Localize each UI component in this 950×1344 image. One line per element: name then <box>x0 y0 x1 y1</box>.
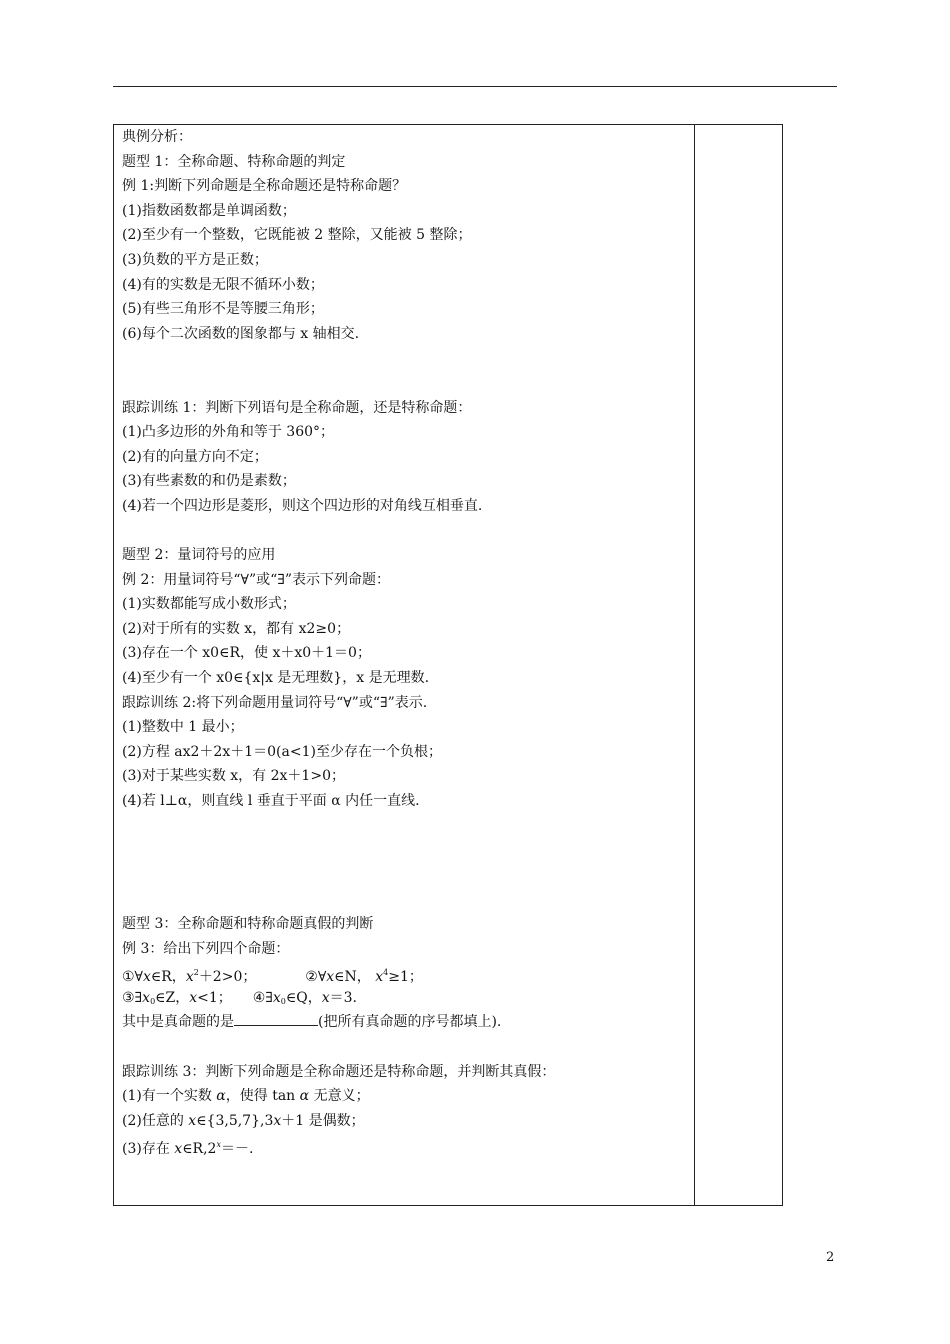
training2-item: (4)若 l⊥α，则直线 l 垂直于平面 α 内任一直线. <box>122 793 420 810</box>
prop3-label: ③∃ <box>122 989 143 1006</box>
example3-question: 其中是真命题的是 (把所有真命题的序号都填上). <box>122 1010 688 1035</box>
training2-item: (1)整数中 1 最小； <box>122 719 244 736</box>
training1-item: (4)若一个四边形是菱形，则这个四边形的对角线互相垂直. <box>122 497 483 514</box>
prop4-label: ④∃ <box>252 989 273 1006</box>
worksheet-table <box>113 124 783 1206</box>
example1-item: (1)指数函数都是单调函数； <box>122 202 296 219</box>
type1-title: 题型 1：全称命题、特称命题的判定 <box>122 153 346 170</box>
example1-item: (5)有些三角形不是等腰三角形； <box>122 301 324 318</box>
example3-props-row2: $③\exists x_0\in Z$，x<1； $④\exists x_0\in Q$，x＝3. <box>122 989 357 1006</box>
training3-item: (2)任意的 x∈{3,5,7},3x＋1 是偶数； <box>122 1112 365 1129</box>
example2-item: (4)至少有一个 x0∈{x|x 是无理数}，x 是无理数. <box>122 670 430 687</box>
example2-item: (3)存在一个 x0∈R，使 x＋x0＋1＝0； <box>122 645 371 662</box>
training2-item: (3)对于某些实数 x，有 2x＋1>0； <box>122 768 345 785</box>
type2-title: 题型 2：量词符号的应用 <box>122 547 276 564</box>
page-number: 2 <box>826 1250 835 1265</box>
example1-item: (4)有的实数是无限不循环小数； <box>122 276 324 293</box>
training1-item: (2)有的向量方向不定； <box>122 448 268 465</box>
training1-item: (1)凸多边形的外角和等于 360°； <box>122 424 335 441</box>
example1-item: (3)负数的平方是正数； <box>122 251 268 268</box>
training3-item: (1)有一个实数 α，使得 tan α 无意义； <box>122 1088 370 1105</box>
prop1-label: ①∀ <box>122 969 143 986</box>
training3-item: (3)存在 $x\in R,2^x=-$. <box>122 1140 254 1158</box>
main-cell <box>122 125 688 1158</box>
column-divider <box>694 125 695 1205</box>
example3-props-row1: ①∀x∈R，$x^2+2>0$； ②∀x∈N， $x^4\ge 1$； <box>122 968 423 986</box>
example1-item: (6)每个二次函数的图象都与 x 轴相交. <box>122 325 360 342</box>
example1-item: (2)至少有一个整数，它既能被 2 整除，又能被 5 整除； <box>122 227 472 244</box>
training2-item: (2)方程 ax2＋2x＋1＝0(a<1)至少存在一个负根； <box>122 743 442 760</box>
example3-prompt: 例 3：给出下列四个命题： <box>122 940 290 957</box>
answer-blank <box>234 1011 318 1026</box>
type3-title: 题型 3：全称命题和特称命题真假的判断 <box>122 916 374 933</box>
intro-heading: 典例分析： <box>122 129 192 145</box>
header-rule <box>113 86 837 87</box>
training1-item: (3)有些素数的和仍是素数； <box>122 473 296 490</box>
example2-prompt: 例 2：用量词符号“∀”或“∃”表示下列命题： <box>122 571 391 588</box>
training3-prompt: 跟踪训练 3：判断下列命题是全称命题还是特称命题，并判断其真假： <box>122 1063 556 1080</box>
training2-prompt: 跟踪训练 2:将下列命题用量词符号“∀”或“∃”表示. <box>122 694 428 711</box>
example2-item: (2)对于所有的实数 x，都有 x2≥0； <box>122 620 351 637</box>
example2-item: (1)实数都能写成小数形式； <box>122 596 296 613</box>
training1-prompt: 跟踪训练 1：判断下列语句是全称命题，还是特称命题： <box>122 399 472 416</box>
prop2-label: ②∀ <box>305 969 327 986</box>
example1-prompt: 例 1:判断下列命题是全称命题还是特称命题？ <box>122 178 407 195</box>
